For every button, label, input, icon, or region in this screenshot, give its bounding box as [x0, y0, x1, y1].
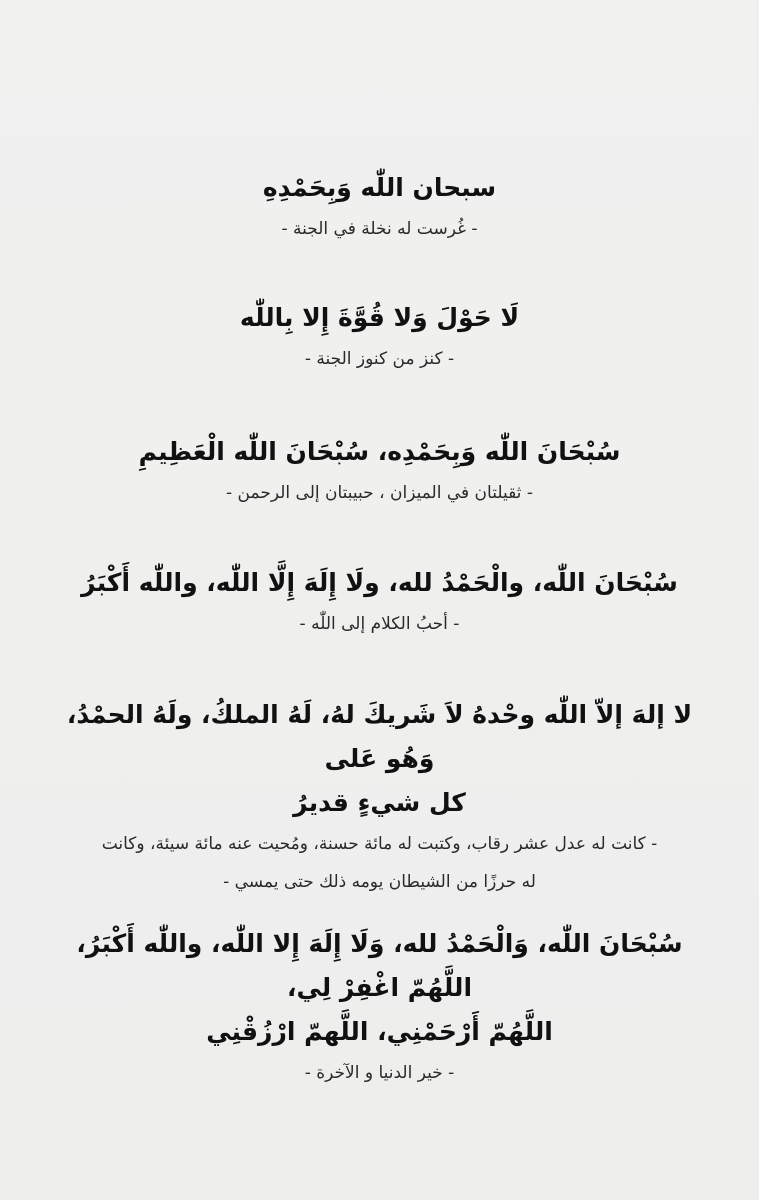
dhikr-entry-5 — [60, 693, 699, 901]
dhikr-text-line-1: سُبْحَانَ اللّٰه، وَالْحَمْدُ لله، وَلَا إِلَهَ إِلا اللّٰه، واللّٰه أَكْبَرُ، اللَّهُمّ اغْفِرْ لِي، — [76, 929, 683, 1002]
dhikr-entry-2 — [60, 296, 699, 378]
dhikr-text: سُبْحَانَ اللّٰه وَبِحَمْدِه، سُبْحَانَ اللّٰه الْعَظِيمِ — [138, 437, 621, 466]
dhikr-text: سُبْحَانَ اللّٰه، والْحَمْدُ لله، ولَا إِلَهَ إِلَّا اللّٰه، واللّٰه أَكْبَرُ — [81, 568, 678, 597]
virtue-text: - ثقيلتان في الميزان ، حبيبتان إلى الرحمن - — [226, 483, 533, 503]
dhikr-text: سبحان اللّٰه وَبِحَمْدِهِ — [262, 173, 497, 202]
dhikr-text: لَا حَوْلَ وَلا قُوَّةَ إِلا بِاللّٰه — [239, 303, 520, 332]
dhikr-entry-1 — [60, 166, 699, 248]
virtue-text: - أحبُ الكلام إلى اللّٰه - — [299, 614, 460, 634]
virtue-text: - كنز من كنوز الجنة - — [304, 349, 455, 369]
virtue-text-line-1: - كانت له عدل عشر رقاب، وكتبت له مائة حسنة، ومُحيت عنه مائة سيئة، وكانت — [101, 834, 658, 854]
dhikr-entry-3 — [60, 430, 699, 512]
virtue-text: - غُرست له نخلة في الجنة - — [281, 219, 478, 239]
dhikr-entry-4 — [60, 561, 699, 643]
dhikr-text-line-1: لا إلهَ إلاّ اللّٰه وحْدهُ لاَ شَريكَ لهُ، لَهُ الملكُ، ولَهُ الحمْدُ، وَهُو عَلى — [66, 700, 693, 773]
dhikr-entry-6 — [60, 922, 699, 1092]
virtue-text-line-2: له حرزًا من الشيطان يومه ذلك حتى يمسي - — [223, 872, 536, 892]
dhikr-text-line-2: كل شيءٍ قديرُ — [293, 788, 466, 817]
dhikr-text-line-2: اللَّهُمّ أَرْحَمْنِي، اللَّهمّ ارْزُقْنِي — [206, 1017, 553, 1046]
virtue-text: - خير الدنيا و الآخرة - — [304, 1063, 455, 1083]
